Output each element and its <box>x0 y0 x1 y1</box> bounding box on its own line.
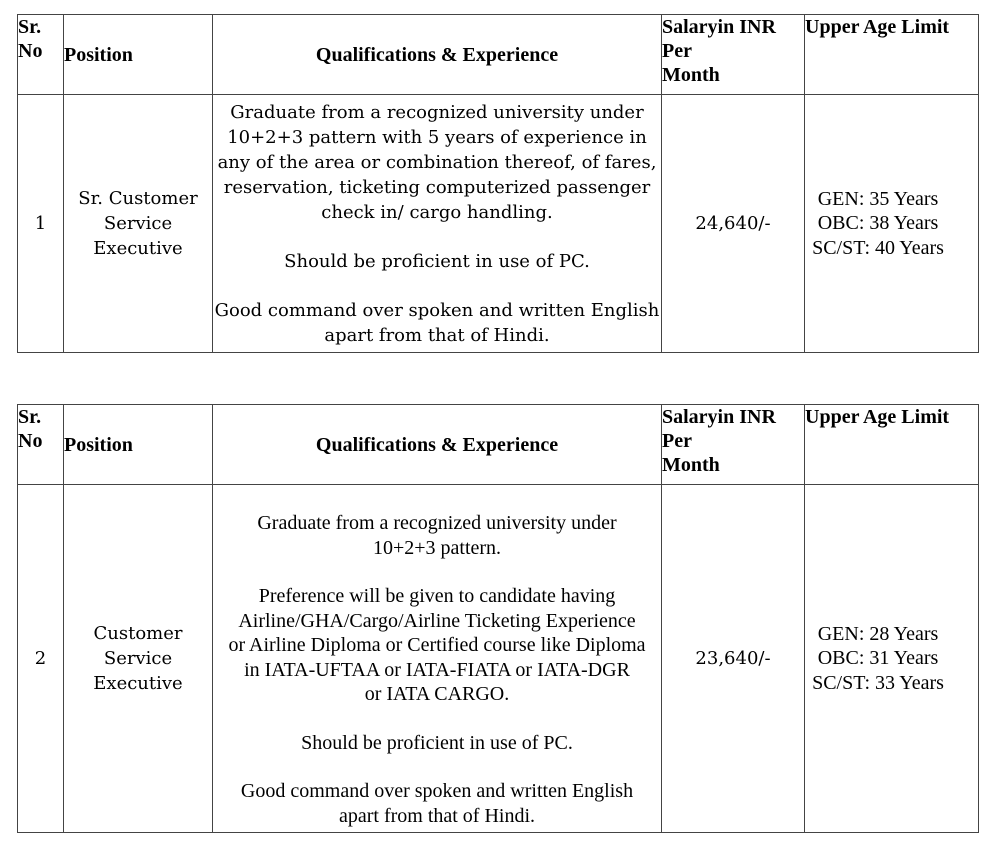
age-limit-header: Upper Age Limit <box>805 15 979 95</box>
salary-header: Salaryin INR Per Month <box>662 405 805 485</box>
sr-no-cell: 2 <box>18 485 64 833</box>
job-row <box>18 95 979 353</box>
qualifications-header: Qualifications & Experience <box>213 15 662 95</box>
qualifications-header: Qualifications & Experience <box>213 405 662 485</box>
job-table-1 <box>17 14 979 353</box>
salary-cell: 23,640/- <box>662 485 805 833</box>
sr-no-header: Sr. No <box>18 405 64 485</box>
job-row <box>18 485 979 833</box>
qualification-paragraph: Preference will be given to candidate having Airline/GHA/Cargo/Airline Ticketing Experience or Airline Diploma or Certified course like Diploma in IATA-UFTAA or IATA-FIATA or IATA-DGR or IATA CARGO. <box>228 585 646 705</box>
position-cell: Customer Service Executive <box>64 485 213 833</box>
job-table-2 <box>17 404 979 833</box>
age-limit-cell: GEN: 28 Years OBC: 31 Years SC/ST: 33 Years <box>805 485 979 833</box>
qualification-paragraph: Should be proficient in use of PC. <box>301 731 573 754</box>
salary-cell: 24,640/- <box>662 95 805 353</box>
qualification-paragraph: Graduate from a recognized university under 10+2+3 pattern with 5 years of experience in any of the area or combination thereof, of fares, reservation, ticketing computerized passenger check in/ cargo handling. <box>217 101 657 223</box>
position-header: Position <box>64 405 213 485</box>
qualifications-cell <box>213 485 662 833</box>
position-header: Position <box>64 15 213 95</box>
header-row <box>18 15 979 95</box>
age-limit-cell: GEN: 35 Years OBC: 38 Years SC/ST: 40 Years <box>805 95 979 353</box>
qualification-paragraph: Should be proficient in use of PC. <box>284 250 590 272</box>
qualification-paragraph: Good command over spoken and written English apart from that of Hindi. <box>240 780 634 827</box>
sr-no-cell: 1 <box>18 95 64 353</box>
qualification-paragraph: Good command over spoken and written English apart from that of Hindi. <box>214 299 660 346</box>
sr-no-header: Sr. No <box>18 15 64 95</box>
header-row <box>18 405 979 485</box>
salary-header: Salaryin INR Per Month <box>662 15 805 95</box>
age-limit-header: Upper Age Limit <box>805 405 979 485</box>
qualification-paragraph: Graduate from a recognized university under 10+2+3 pattern. <box>257 512 617 559</box>
position-cell: Sr. Customer Service Executive <box>64 95 213 353</box>
qualifications-cell <box>213 95 662 353</box>
